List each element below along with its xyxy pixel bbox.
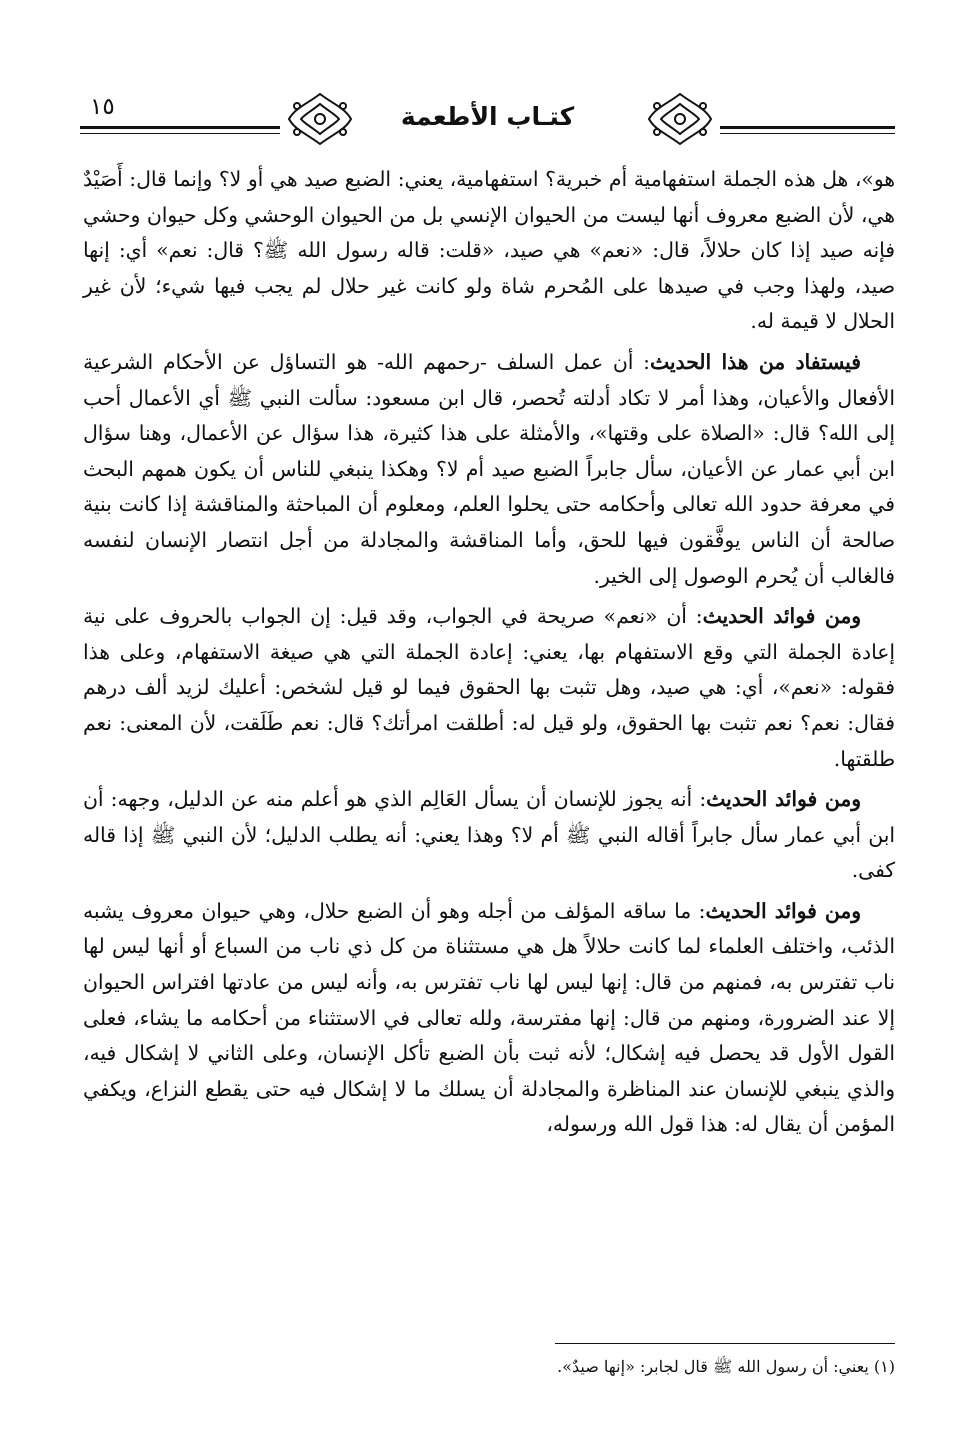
- paragraph-1: [83, 162, 895, 340]
- paragraph-5-lead: ومن فوائد الحديث: [705, 898, 861, 923]
- page-header: [80, 88, 895, 148]
- ornament-icon: [285, 90, 355, 148]
- page-title: كتـاب الأطعمة: [400, 102, 575, 131]
- footnote-text: (١) يعني: أن رسول الله ﷺ قال لجابر: «إنها صيدٌ».: [557, 1357, 895, 1376]
- footnote: [83, 1354, 895, 1380]
- paragraph-2: [83, 345, 895, 594]
- paragraph-2-text: : أن عمل السلف -رحمهم الله- هو التساؤل عن الأحكام الشرعية الأفعال والأعيان، وهذا أمر لا تكاد أدلته تُحصر، قال ابن مسعود: سألت النبي ﷺ أي الأعمال أحب إلى الله؟ قال: «الصلاة على وقتها»، والأمثلة على هذا كثيرة، هذا سؤال عن الأعمال، وهنا سؤال ابن أبي عمار عن الأعيان، سأل جابراً الضبع صيد أم لا؟ وهكذا ينبغي للناس أن يكون همهم البحث في معرفة حدود الله تعالى وأحكامه حتى يحلوا العلم، ومعلوم أن المباحثة والمناقشة إذا كانت بنية صالحة أن الناس يوفَّقون فيها للحق، وأما المناقشة والمجادلة من أجل انتصار الإنسان لنفسه فالغالب أن يُحرم الوصول إلى الخير.: [83, 349, 895, 588]
- page-number: ١٥: [90, 94, 115, 120]
- paragraph-4-lead: ومن فوائد الحديث: [706, 787, 861, 812]
- paragraph-4: [83, 782, 895, 889]
- paragraph-3-text: : أن «نعم» صريحة في الجواب، وقد قيل: إن الجواب بالحروف على نية إعادة الجملة التي وقع الاستفهام بها، يعني: إعادة الجملة التي هي صيغة الاستفهام، وعلى هذا فقوله: «نعم»، أي: هي صيد، وهل تثبت بها الحقوق فيما لو قيل لشخص: أعليك لزيد ألف درهم فقال: نعم؟ نعم تثبت بها الحقوق، ولو قيل له: أطلقت امرأتك؟ قال: نعم طَلَقت، لأن المعنى: نعم طلقتها.: [83, 604, 895, 771]
- paragraph-5: [83, 894, 895, 1143]
- paragraph-2-lead: فيستفاد من هذا الحديث: [650, 349, 861, 374]
- paragraph-5-text: : ما ساقه المؤلف من أجله وهو أن الضبع حلال، وهي حيوان معروف يشبه الذئب، واختلف العلماء لما كانت حلالاً هل هي مستثناة من كل ذي ناب من السباع أو أنها ليس لها ناب تفترس به، فمنهم من قال: إنها ليس لها ناب تفترس به، وأنه ليس من عادتها افتراس الحيوان إلا عند الضرورة، ومنهم من قال: إنها مفترسة، ولله تعالى في الاستثناء من أحكامه ما يشاء، فعلى القول الأول قد يحصل فيه إشكال؛ لأنه ثبت بأن الضبع تأكل الإنسان، وعلى الثاني لا إشكال فيه، والذي ينبغي للإنسان عند المناظرة والمجادلة أن يسلك ما لا إشكال فيه حتى يقطع النزاع، ويكفي المؤمن أن يقال له: هذا قول الله ورسوله،: [83, 898, 895, 1137]
- main-text: [83, 162, 895, 1148]
- paragraph-3-lead: ومن فوائد الحديث: [702, 604, 861, 629]
- paragraph-4-text: : أنه يجوز للإنسان أن يسأل العَالِم الذي هو أعلم منه عن الدليل، وجهه: أن ابن أبي عمار سأل جابراً أقاله النبي ﷺ أم لا؟ وهذا يعني: أنه يطلب الدليل؛ لأن النبي ﷺ إذا قاله كفى.: [83, 787, 895, 883]
- paragraph-1-text: هو»، هل هذه الجملة استفهامية أم خبرية؟ استفهامية، يعني: الضبع صيد هي أو لا؟ وإنما قال: أَصَيْدٌ هي، لأن الضبع معروف أنها ليست من الحيوان الإنسي بل من الحيوان الوحشي وكل حيوان وحشي فإنه صيد إذا كان حلالاً، قال: «نعم» هي صيد، «قلت: قاله رسول الله ﷺ؟ قال: نعم» أي: إنها صيد، ولهذا وجب في صيدها على المُحرم شاة ولو كانت غير حلال لم يجب فيها شيء؛ لأن غير الحلال لا قيمة له.: [83, 167, 895, 334]
- paragraph-3: [83, 599, 895, 777]
- footnote-divider: [555, 1343, 895, 1344]
